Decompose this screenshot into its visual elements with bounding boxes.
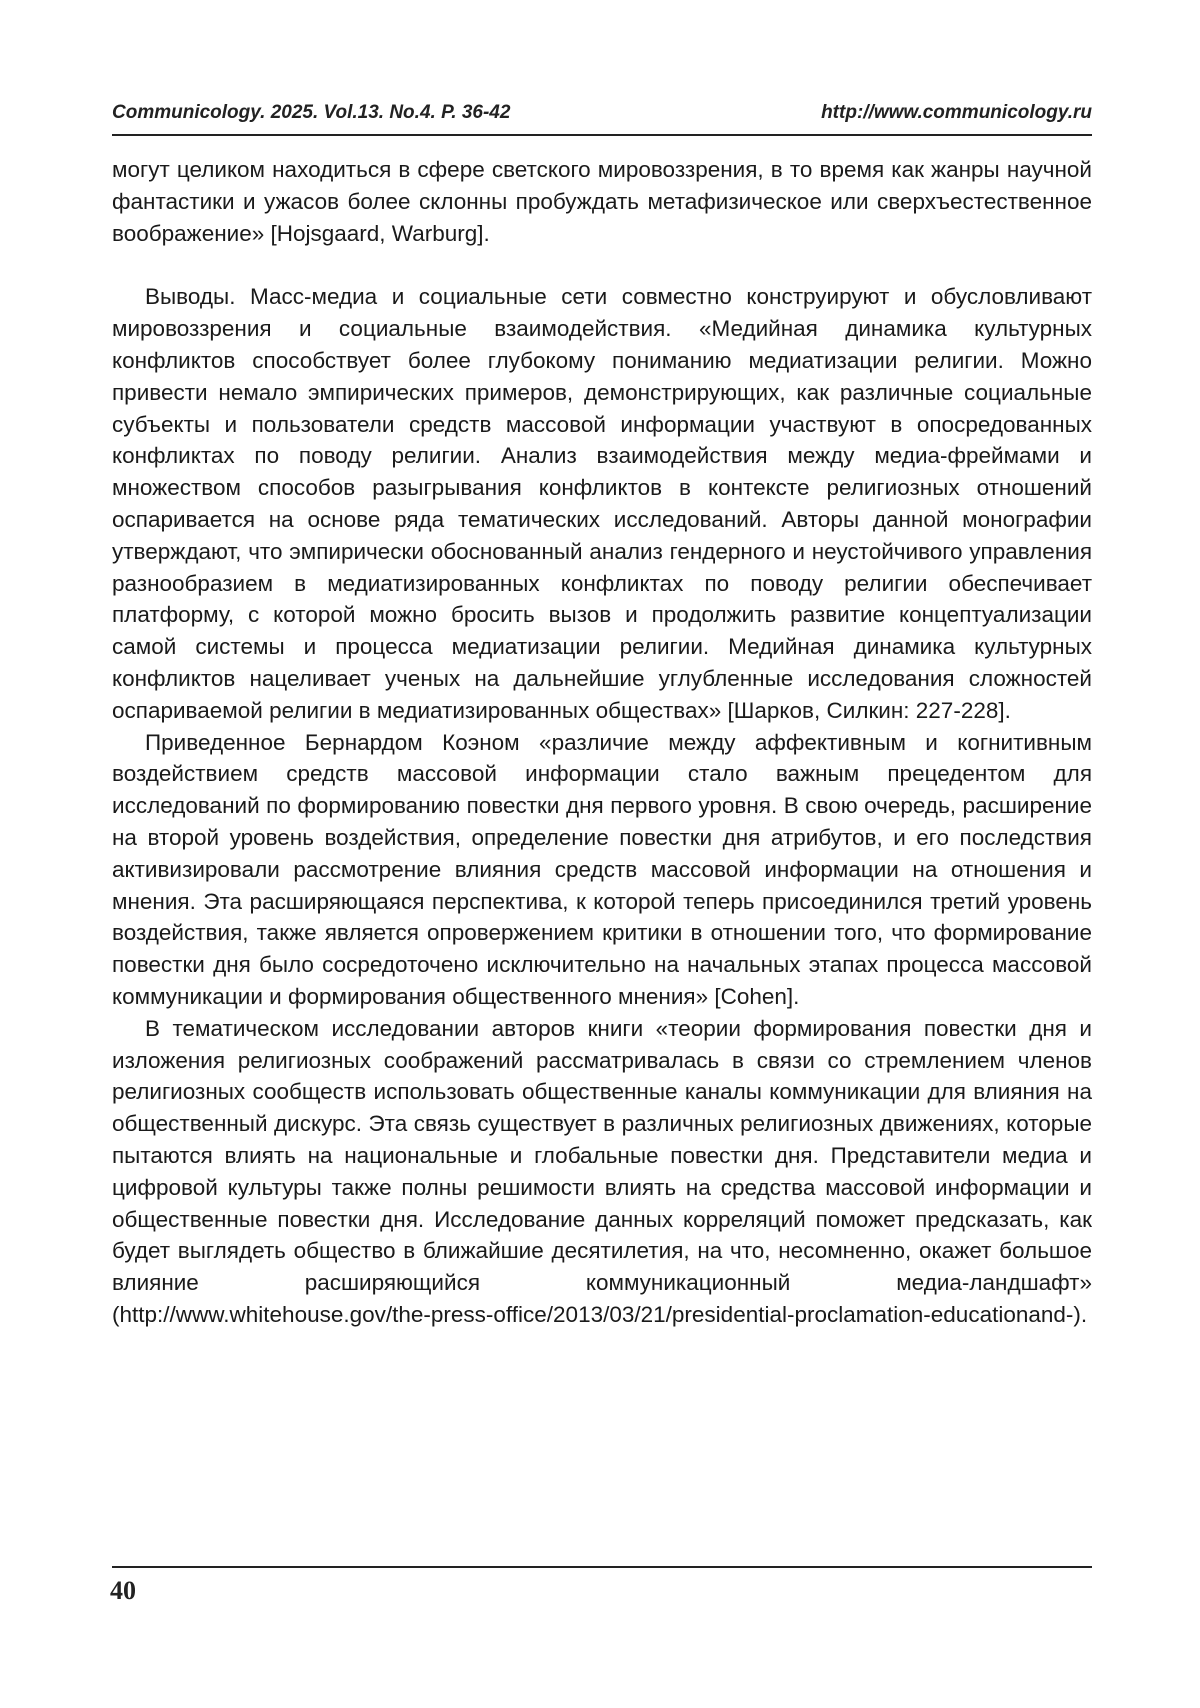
footer-divider: [112, 1566, 1092, 1568]
page-number: 40: [110, 1576, 136, 1605]
article-body: [112, 154, 1092, 1331]
paragraph-conclusions: Выводы. Масс-медиа и социальные сети совместно конструируют и обусловливают мировоззрения и социальные взаимодействия. «Медийная динамика культурных конфликтов способствует более глубокому пониманию медиатизации религии. Можно привести немало эмпирических примеров, демонстрирующих, как различные социальные субъекты и пользователи средств массовой информации участвуют в опосредованных конфликтах по поводу религии. Анализ взаимодействия между медиа-фреймами и множеством способов разыгрывания конфликтов в контексте религиозных отношений оспаривается на основе ряда тематических исследований. Авторы данной монографии утверждают, что эмпирически обоснованный анализ гендерного и неустойчивого управления разнообразием в медиатизированных конфликтах по поводу религии обеспечивает платформу, с которой можно бросить вызов и продолжить развитие концептуализации самой системы и процесса медиатизации религии. Медийная динамика культурных конфликтов нацеливает ученых на дальнейшие углубленные исследования сложностей оспариваемой религии в медиатизированных обществах» [Шарков, Силкин: 227-228].: [112, 284, 1092, 723]
paragraph-case-study: В тематическом исследовании авторов книги «теории формирования повестки дня и изложения религиозных соображений рассматривалась в связи со стремлением членов религиозных сообществ использовать общественные каналы коммуникации для влияния на общественный дискурс. Эта связь существует в различных религиозных движениях, которые пытаются влиять на национальные и глобальные повестки дня. Представители медиа и цифровой культуры также полны решимости влиять на средства массовой информации и общественные повестки дня. Исследование данных корреляций поможет предсказать, как будет выглядеть общество в ближайшие десятилетия, на что, несомненно, окажет большое влияние расширяющийся коммуникационный медиа-ландшафт» (http://www.whitehouse.gov/the-press-office/2013/03/21/presidential-proclamation-educationand-).: [112, 1015, 1092, 1327]
paragraph-continuation: могут целиком находиться в сфере светского мировоззрения, в то время как жанры научной фантастики и ужасов более склонны пробуждать метафизическое или сверхъестественное воображение» [Hojsgaard, Warburg].: [112, 157, 1092, 246]
paragraph-cohen: Приведенное Бернардом Коэном «различие между аффективным и когнитивным воздействием средств массовой информации стало важным прецедентом для исследований по формированию повестки дня первого уровня. В свою очередь, расширение на второй уровень воздействия, определение повестки дня атрибутов, и его последствия активизировали рассмотрение влияния средств массовой информации на отношения и мнения. Эта расширяющаяся перспектива, к которой теперь присоединился третий уровень воздействия, также является опровержением критики в отношении того, что формирование повестки дня было сосредоточено исключительно на начальных этапах процесса массовой коммуникации и формирования общественного мнения» [Cohen].: [112, 729, 1092, 1009]
journal-citation: Communicology. 2025. Vol.13. No.4. P. 36-42: [112, 102, 511, 123]
header-divider: [112, 134, 1092, 136]
running-header: [112, 98, 1092, 128]
journal-url: http://www.communicology.ru: [821, 102, 1092, 123]
page: [112, 98, 1092, 1327]
